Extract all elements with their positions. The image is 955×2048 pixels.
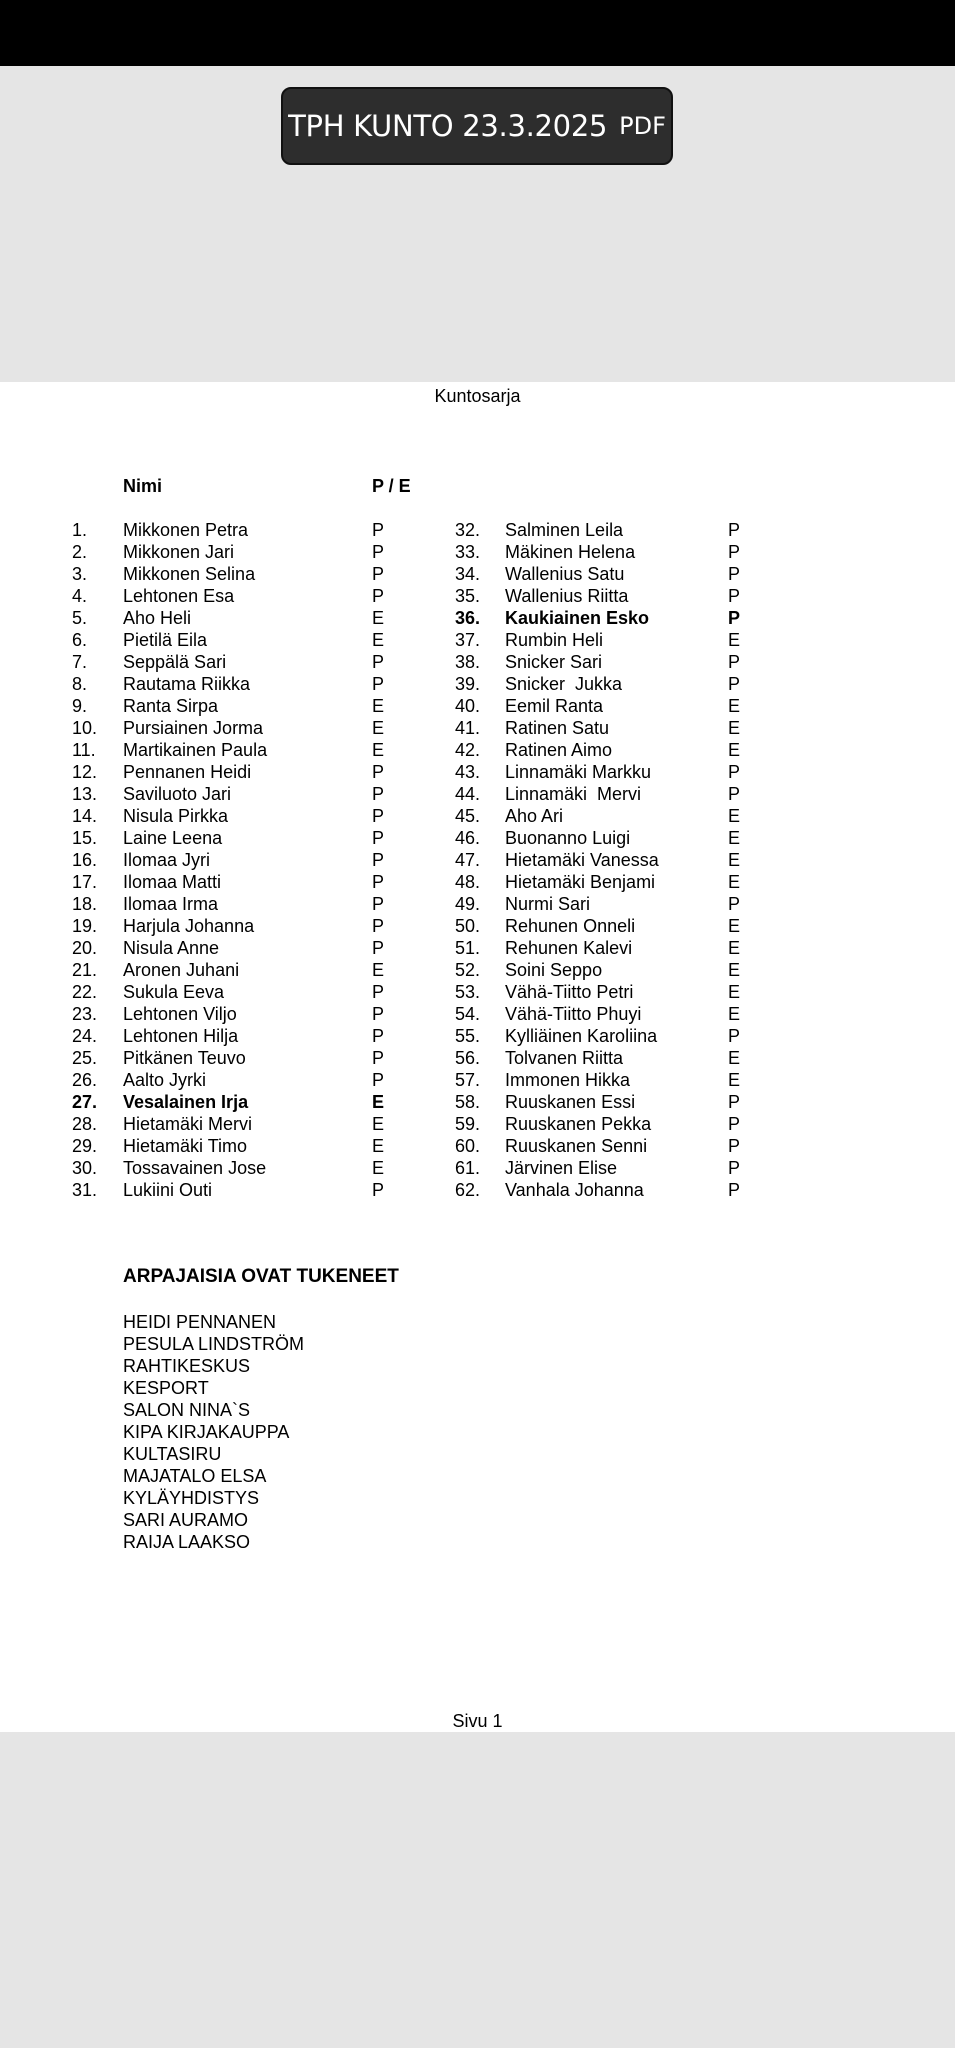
file-type-label: PDF <box>619 112 666 140</box>
participant-name: Ruuskanen Senni <box>505 1136 648 1156</box>
participant-name: Ilomaa Jyri <box>123 850 211 870</box>
sponsor-item: KESPORT <box>123 1378 209 1398</box>
participant-row <box>0 717 955 739</box>
participant-number: 17. <box>72 872 98 892</box>
participant-row <box>0 1025 955 1047</box>
document-title: TPH KUNTO 23.3.2025 <box>288 109 608 143</box>
participant-row <box>0 849 955 871</box>
participant-number: 41. <box>455 718 481 738</box>
sponsors-heading: ARPAJAISIA OVAT TUKENEET <box>123 1266 399 1287</box>
participant-number: 34. <box>455 564 481 584</box>
participant-pe: E <box>372 696 385 716</box>
participant-row <box>0 563 955 585</box>
participant-row <box>0 541 955 563</box>
participant-number: 38. <box>455 652 481 672</box>
participant-name: Mäkinen Helena <box>505 542 636 562</box>
participant-number: 19. <box>72 916 98 936</box>
participant-pe: P <box>728 1092 741 1112</box>
participant-row <box>0 1003 955 1025</box>
participant-row <box>0 1157 955 1179</box>
participant-row <box>0 673 955 695</box>
participant-name: Eemil Ranta <box>505 696 604 716</box>
participant-number: 47. <box>455 850 481 870</box>
participant-number: 29. <box>72 1136 98 1156</box>
participant-number: 46. <box>455 828 481 848</box>
participant-name: Nisula Pirkka <box>123 806 229 826</box>
participant-pe: P <box>372 762 385 782</box>
participant-row <box>0 959 955 981</box>
participant-name: Ranta Sirpa <box>123 696 219 716</box>
participant-number: 15. <box>72 828 98 848</box>
participant-number: 22. <box>72 982 98 1002</box>
participant-pe: P <box>372 586 385 606</box>
participant-name: Hietamäki Mervi <box>123 1114 253 1134</box>
participant-name: Ilomaa Matti <box>123 872 222 892</box>
participant-name: Buonanno Luigi <box>505 828 631 848</box>
participant-name: Snicker Sari <box>505 652 603 672</box>
participant-pe: E <box>728 916 741 936</box>
participant-name: Soini Seppo <box>505 960 603 980</box>
participant-name: Vähä-Tiitto Phuyi <box>505 1004 642 1024</box>
participant-pe: P <box>728 784 741 804</box>
participant-pe: E <box>372 1136 385 1156</box>
participant-pe: E <box>372 1092 385 1112</box>
participant-pe: P <box>372 784 385 804</box>
participant-pe: E <box>728 938 741 958</box>
participant-name: Immonen Hikka <box>505 1070 631 1090</box>
participant-pe: E <box>372 960 385 980</box>
participant-number: 48. <box>455 872 481 892</box>
participant-name: Kaukiainen Esko <box>505 608 650 628</box>
participant-pe: E <box>728 828 741 848</box>
participant-pe: E <box>728 960 741 980</box>
participant-pe: E <box>728 806 741 826</box>
participant-row <box>0 519 955 541</box>
participant-name: Kylliäinen Karoliina <box>505 1026 658 1046</box>
participant-row <box>0 827 955 849</box>
participant-name: Ruuskanen Pekka <box>505 1114 652 1134</box>
participant-name: Saviluoto Jari <box>123 784 232 804</box>
sponsor-item: KYLÄYHDISTYS <box>123 1488 260 1508</box>
participant-pe: P <box>372 894 385 914</box>
participant-pe: P <box>728 1180 741 1200</box>
participant-number: 9. <box>72 696 88 716</box>
participant-row <box>0 1179 955 1201</box>
participant-name: Wallenius Satu <box>505 564 625 584</box>
sponsor-item: SARI AURAMO <box>123 1510 249 1530</box>
participant-name: Martikainen Paula <box>123 740 268 760</box>
participant-pe: P <box>372 520 385 540</box>
column-header-pe: P / E <box>372 476 411 496</box>
participant-row <box>0 607 955 629</box>
participant-name: Seppälä Sari <box>123 652 227 672</box>
participant-pe: P <box>728 1158 741 1178</box>
participant-row <box>0 1047 955 1069</box>
participant-number: 31. <box>72 1180 98 1200</box>
participant-number: 58. <box>455 1092 481 1112</box>
participant-name: Hietamäki Benjami <box>505 872 656 892</box>
participant-number: 35. <box>455 586 481 606</box>
participant-number: 61. <box>455 1158 481 1178</box>
participant-row <box>0 937 955 959</box>
participant-number: 52. <box>455 960 481 980</box>
participant-name: Lukiini Outi <box>123 1180 213 1200</box>
participant-name: Pietilä Eila <box>123 630 208 650</box>
participant-pe: E <box>728 718 741 738</box>
participant-row <box>0 1069 955 1091</box>
participant-number: 39. <box>455 674 481 694</box>
participant-name: Pennanen Heidi <box>123 762 252 782</box>
participant-name: Pitkänen Teuvo <box>123 1048 246 1068</box>
sponsor-item: SALON NINA`S <box>123 1400 251 1420</box>
participant-pe: E <box>728 696 741 716</box>
participant-number: 25. <box>72 1048 98 1068</box>
participant-number: 33. <box>455 542 481 562</box>
participant-name: Ratinen Satu <box>505 718 610 738</box>
participant-number: 18. <box>72 894 98 914</box>
participant-pe: P <box>728 520 741 540</box>
participant-number: 53. <box>455 982 481 1002</box>
participant-pe: E <box>728 740 741 760</box>
participant-row <box>0 915 955 937</box>
participant-pe: E <box>728 630 741 650</box>
participant-row <box>0 739 955 761</box>
participant-name: Nurmi Sari <box>505 894 591 914</box>
participant-name: Ratinen Aimo <box>505 740 613 760</box>
column-header-name: Nimi <box>123 476 163 496</box>
participant-row <box>0 871 955 893</box>
participant-name: Harjula Johanna <box>123 916 255 936</box>
participant-pe: E <box>728 1070 741 1090</box>
page-header: Kuntosarja <box>434 386 521 406</box>
participant-name: Laine Leena <box>123 828 223 848</box>
participant-name: Nisula Anne <box>123 938 220 958</box>
participant-number: 30. <box>72 1158 98 1178</box>
participant-name: Lehtonen Hilja <box>123 1026 239 1046</box>
participant-pe: E <box>372 1114 385 1134</box>
participant-pe: E <box>728 982 741 1002</box>
participant-name: Vesalainen Irja <box>123 1092 249 1112</box>
page-number: Sivu 1 <box>452 1711 503 1731</box>
participant-number: 51. <box>455 938 481 958</box>
participant-number: 11. <box>72 740 96 760</box>
participant-name: Wallenius Riitta <box>505 586 629 606</box>
participant-name: Mikkonen Selina <box>123 564 256 584</box>
participant-number: 23. <box>72 1004 98 1024</box>
participant-pe: P <box>728 564 741 584</box>
participant-number: 42. <box>455 740 481 760</box>
participant-pe: P <box>372 872 385 892</box>
participant-row <box>0 1091 955 1113</box>
participant-number: 56. <box>455 1048 481 1068</box>
participant-pe: E <box>728 872 741 892</box>
participant-pe: E <box>372 630 385 650</box>
participant-number: 50. <box>455 916 481 936</box>
participant-pe: E <box>372 1158 385 1178</box>
participant-pe: E <box>728 1048 741 1068</box>
participant-pe: P <box>372 1026 385 1046</box>
participant-name: Vähä-Tiitto Petri <box>505 982 634 1002</box>
participant-number: 44. <box>455 784 481 804</box>
participant-pe: E <box>372 608 385 628</box>
participant-row <box>0 695 955 717</box>
participant-number: 43. <box>455 762 481 782</box>
participant-name: Rautama Riikka <box>123 674 251 694</box>
participant-number: 27. <box>72 1092 98 1112</box>
participant-number: 2. <box>72 542 88 562</box>
participant-name: Linnamäki Markku <box>505 762 652 782</box>
sponsor-item: MAJATALO ELSA <box>123 1466 267 1486</box>
participant-name: Mikkonen Jari <box>123 542 235 562</box>
participant-pe: P <box>728 1114 741 1134</box>
participant-number: 32. <box>455 520 481 540</box>
participant-number: 5. <box>72 608 88 628</box>
participant-number: 26. <box>72 1070 98 1090</box>
participant-number: 49. <box>455 894 481 914</box>
participant-row <box>0 629 955 651</box>
participant-name: Tolvanen Riitta <box>505 1048 624 1068</box>
participant-row <box>0 585 955 607</box>
participant-pe: P <box>372 674 385 694</box>
participant-pe: P <box>728 762 741 782</box>
participant-name: Vanhala Johanna <box>505 1180 644 1200</box>
document-title-pill[interactable] <box>281 87 673 165</box>
participant-name: Hietamäki Timo <box>123 1136 248 1156</box>
participant-number: 6. <box>72 630 88 650</box>
participant-name: Aalto Jyrki <box>123 1070 207 1090</box>
participant-pe: P <box>372 1004 385 1024</box>
participant-name: Hietamäki Vanessa <box>505 850 659 870</box>
participant-pe: P <box>728 894 741 914</box>
participant-pe: P <box>372 542 385 562</box>
participant-name: Ilomaa Irma <box>123 894 219 914</box>
participant-pe: P <box>728 542 741 562</box>
participant-name: Lehtonen Esa <box>123 586 235 606</box>
participant-row <box>0 783 955 805</box>
participant-number: 13. <box>72 784 98 804</box>
participant-number: 10. <box>72 718 98 738</box>
participant-number: 55. <box>455 1026 481 1046</box>
status-bar <box>0 0 955 66</box>
sponsor-item: KULTASIRU <box>123 1444 222 1464</box>
participant-name: Järvinen Elise <box>505 1158 618 1178</box>
participant-row <box>0 1113 955 1135</box>
participant-pe: P <box>728 608 741 628</box>
participant-number: 57. <box>455 1070 481 1090</box>
sponsor-item: KIPA KIRJAKAUPPA <box>123 1422 290 1442</box>
participant-name: Rehunen Onneli <box>505 916 636 936</box>
participant-pe: E <box>728 850 741 870</box>
participant-pe: P <box>372 1048 385 1068</box>
participant-pe: P <box>728 1136 741 1156</box>
participant-number: 12. <box>72 762 98 782</box>
participant-number: 21. <box>72 960 98 980</box>
participant-row <box>0 893 955 915</box>
participant-row <box>0 805 955 827</box>
participant-number: 1. <box>72 520 88 540</box>
participant-pe: P <box>728 1026 741 1046</box>
participant-name: Ruuskanen Essi <box>505 1092 636 1112</box>
participant-number: 24. <box>72 1026 98 1046</box>
participant-pe: P <box>372 806 385 826</box>
sponsor-item: RAIJA LAAKSO <box>123 1532 251 1552</box>
participant-pe: P <box>372 564 385 584</box>
participant-pe: E <box>372 740 385 760</box>
sponsor-item: HEIDI PENNANEN <box>123 1312 277 1332</box>
participant-row <box>0 981 955 1003</box>
participant-name: Salminen Leila <box>505 520 624 540</box>
participant-name: Sukula Eeva <box>123 982 225 1002</box>
participant-name: Lehtonen Viljo <box>123 1004 237 1024</box>
participant-number: 16. <box>72 850 98 870</box>
participant-pe: P <box>372 652 385 672</box>
participant-name: Snicker Jukka <box>505 674 623 694</box>
participant-pe: E <box>728 1004 741 1024</box>
participant-number: 40. <box>455 696 481 716</box>
participant-row <box>0 1135 955 1157</box>
participant-name: Linnamäki Mervi <box>505 784 642 804</box>
participant-name: Aronen Juhani <box>123 960 240 980</box>
participant-pe: P <box>728 674 741 694</box>
participant-pe: E <box>372 718 385 738</box>
participant-number: 62. <box>455 1180 481 1200</box>
participant-number: 59. <box>455 1114 481 1134</box>
participant-number: 28. <box>72 1114 98 1134</box>
participant-name: Aho Ari <box>505 806 564 826</box>
participant-name: Rehunen Kalevi <box>505 938 633 958</box>
participant-number: 37. <box>455 630 481 650</box>
participant-pe: P <box>372 850 385 870</box>
participant-number: 4. <box>72 586 88 606</box>
pdf-page <box>0 382 955 1732</box>
participant-number: 60. <box>455 1136 481 1156</box>
participant-number: 45. <box>455 806 481 826</box>
participant-name: Tossavainen Jose <box>123 1158 267 1178</box>
participant-pe: P <box>372 982 385 1002</box>
participant-name: Pursiainen Jorma <box>123 718 264 738</box>
sponsor-item: RAHTIKESKUS <box>123 1356 251 1376</box>
participant-pe: P <box>372 938 385 958</box>
participant-pe: P <box>372 916 385 936</box>
participant-number: 54. <box>455 1004 481 1024</box>
sponsor-item: PESULA LINDSTRÖM <box>123 1334 305 1354</box>
participant-pe: P <box>728 586 741 606</box>
participant-pe: P <box>372 828 385 848</box>
participant-row <box>0 651 955 673</box>
participant-pe: P <box>372 1180 385 1200</box>
participant-number: 7. <box>72 652 88 672</box>
participant-number: 36. <box>455 608 481 628</box>
participant-pe: P <box>728 652 741 672</box>
participant-row <box>0 761 955 783</box>
participant-name: Mikkonen Petra <box>123 520 249 540</box>
participant-number: 14. <box>72 806 98 826</box>
participant-pe: P <box>372 1070 385 1090</box>
participant-number: 20. <box>72 938 98 958</box>
participant-name: Rumbin Heli <box>505 630 604 650</box>
participant-number: 3. <box>72 564 88 584</box>
participant-name: Aho Heli <box>123 608 192 628</box>
participant-number: 8. <box>72 674 88 694</box>
